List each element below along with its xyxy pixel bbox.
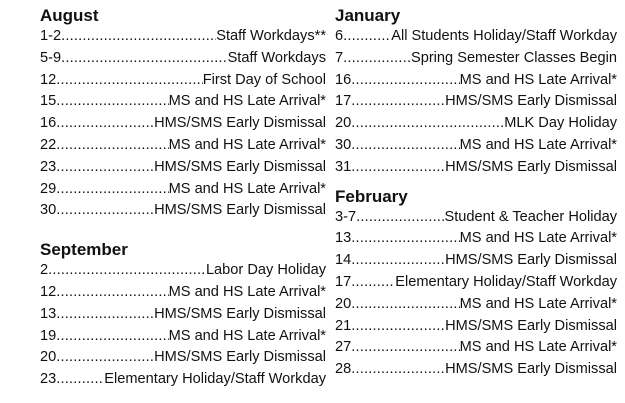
entry-date: 6 — [335, 28, 344, 44]
dot-leader — [61, 48, 227, 70]
dot-leader — [351, 316, 445, 338]
entry-event: HMS/SMS Early Dismissal — [445, 93, 617, 110]
entry-event: MS and HS Late Arrival* — [168, 93, 326, 110]
dot-leader — [351, 228, 459, 250]
calendar-entry — [335, 250, 617, 272]
dot-leader — [343, 26, 391, 48]
dot-leader — [48, 260, 206, 282]
calendar-entry — [335, 337, 617, 359]
entry-date: 23 — [40, 158, 57, 175]
entry-event: HMS/SMS Early Dismissal — [445, 158, 617, 175]
entry-event: MS and HS Late Arrival* — [168, 327, 326, 344]
dot-leader — [351, 157, 445, 179]
entry-date: 27 — [335, 339, 352, 356]
dot-leader — [351, 359, 445, 381]
entry-event: MLK Day Holiday — [504, 115, 617, 132]
entry-date: 23 — [40, 371, 57, 388]
calendar-entry — [40, 347, 326, 369]
entry-event: HMS/SMS Early Dismissal — [445, 252, 617, 269]
month-heading-august: August — [40, 6, 99, 25]
calendar-entry — [40, 26, 326, 48]
entry-event: Elementary Holiday/Staff Workday — [395, 273, 617, 290]
entry-event: MS and HS Late Arrival* — [459, 230, 617, 247]
entry-date: 17 — [335, 93, 352, 110]
entry-date: 15 — [40, 93, 57, 110]
left-column — [40, 6, 326, 391]
entry-event: MS and HS Late Arrival* — [459, 339, 617, 356]
entry-event: HMS/SMS Early Dismissal — [154, 305, 326, 322]
calendar-entry — [335, 48, 617, 70]
calendar-entry — [40, 326, 326, 348]
entry-date: 5-9 — [40, 49, 62, 66]
entry-event: MS and HS Late Arrival* — [459, 71, 617, 88]
calendar-entry — [40, 304, 326, 326]
calendar-entry — [40, 369, 326, 391]
dot-leader — [351, 91, 445, 113]
entry-event: Spring Semester Classes Begin — [410, 49, 617, 66]
entry-date: 13 — [40, 305, 57, 322]
entry-event: Elementary Holiday/Staff Workday — [104, 371, 326, 388]
dot-leader — [56, 135, 168, 157]
dot-leader — [351, 250, 445, 272]
entry-date: 7 — [335, 49, 344, 66]
dot-leader — [56, 369, 104, 391]
entry-event: Labor Day Holiday — [205, 262, 326, 279]
entry-date: 30 — [40, 202, 57, 219]
entry-date: 13 — [335, 230, 352, 247]
calendar-entry — [40, 282, 326, 304]
entry-event: HMS/SMS Early Dismissal — [154, 115, 326, 132]
calendar-entry — [335, 26, 617, 48]
calendar-entry — [335, 157, 617, 179]
month-heading-september: September — [40, 240, 128, 260]
entry-event: MS and HS Late Arrival* — [459, 295, 617, 312]
calendar-entry — [335, 228, 617, 250]
dot-leader — [56, 304, 154, 326]
dot-leader — [351, 272, 395, 294]
entry-date: 16 — [335, 71, 352, 88]
entry-date: 12 — [40, 283, 57, 300]
calendar-entry — [40, 48, 326, 70]
calendar-entry — [335, 113, 617, 135]
entry-event: HMS/SMS Early Dismissal — [445, 317, 617, 334]
entry-event: HMS/SMS Early Dismissal — [154, 202, 326, 219]
calendar-entry — [335, 91, 617, 113]
entry-date: 20 — [335, 295, 352, 312]
calendar-entry — [335, 359, 617, 381]
entry-date: 17 — [335, 273, 352, 290]
dot-leader — [351, 70, 459, 92]
calendar-entry — [40, 70, 326, 92]
calendar-entry — [40, 260, 326, 282]
entry-event: Staff Workdays** — [216, 28, 326, 44]
dot-leader — [56, 326, 168, 348]
dot-leader — [351, 294, 459, 316]
dot-leader — [56, 157, 154, 179]
entry-date: 29 — [40, 180, 57, 197]
calendar-entry — [335, 135, 617, 157]
dot-leader — [343, 48, 411, 70]
calendar-entry — [40, 157, 326, 179]
calendar-entry — [40, 200, 326, 222]
entry-date: 3-7 — [335, 208, 357, 225]
entry-date: 21 — [335, 317, 352, 334]
dot-leader — [356, 207, 444, 229]
section-spacer — [40, 222, 326, 240]
right-column — [335, 6, 617, 381]
entry-date: 20 — [335, 115, 352, 132]
entry-event: HMS/SMS Early Dismissal — [154, 158, 326, 175]
calendar-entry — [40, 91, 326, 113]
calendar-entry — [335, 70, 617, 92]
dot-leader — [56, 91, 168, 113]
entry-event: MS and HS Late Arrival* — [168, 283, 326, 300]
calendar-entry — [335, 316, 617, 338]
calendar-entry — [40, 113, 326, 135]
dot-leader — [56, 347, 154, 369]
entry-date: 22 — [40, 136, 57, 153]
dot-leader — [351, 113, 504, 135]
entry-event: MS and HS Late Arrival* — [168, 136, 326, 153]
entry-event: All Students Holiday/Staff Workday — [391, 28, 617, 44]
entry-date: 2 — [40, 262, 49, 279]
entry-event: First Day of School — [202, 71, 326, 88]
entry-event: Staff Workdays — [227, 49, 326, 66]
calendar-entry — [40, 135, 326, 157]
calendar-entry — [335, 272, 617, 294]
dot-leader — [351, 337, 459, 359]
dot-leader — [56, 200, 154, 222]
entry-date: 20 — [40, 349, 57, 366]
dot-leader — [56, 282, 168, 304]
dot-leader — [56, 179, 168, 201]
entry-date: 1-2 — [40, 28, 62, 44]
entry-event: MS and HS Late Arrival* — [459, 136, 617, 153]
dot-leader — [56, 70, 202, 92]
section-spacer — [335, 179, 617, 187]
entry-event: MS and HS Late Arrival* — [168, 180, 326, 197]
calendar-entry — [335, 294, 617, 316]
entry-date: 16 — [40, 115, 57, 132]
entry-date: 14 — [335, 252, 352, 269]
entry-date: 30 — [335, 136, 352, 153]
dot-leader — [56, 113, 154, 135]
entry-date: 19 — [40, 327, 57, 344]
calendar-entry — [335, 207, 617, 229]
entry-event: HMS/SMS Early Dismissal — [154, 349, 326, 366]
entry-date: 28 — [335, 361, 352, 378]
entry-date: 12 — [40, 71, 57, 88]
month-heading-february: February — [335, 186, 408, 206]
entry-date: 31 — [335, 158, 352, 175]
dot-leader — [61, 26, 216, 48]
month-heading-january: January — [335, 6, 401, 25]
dot-leader — [351, 135, 459, 157]
entry-event: Student & Teacher Holiday — [444, 208, 617, 225]
calendar-entry — [40, 179, 326, 201]
entry-event: HMS/SMS Early Dismissal — [445, 361, 617, 378]
